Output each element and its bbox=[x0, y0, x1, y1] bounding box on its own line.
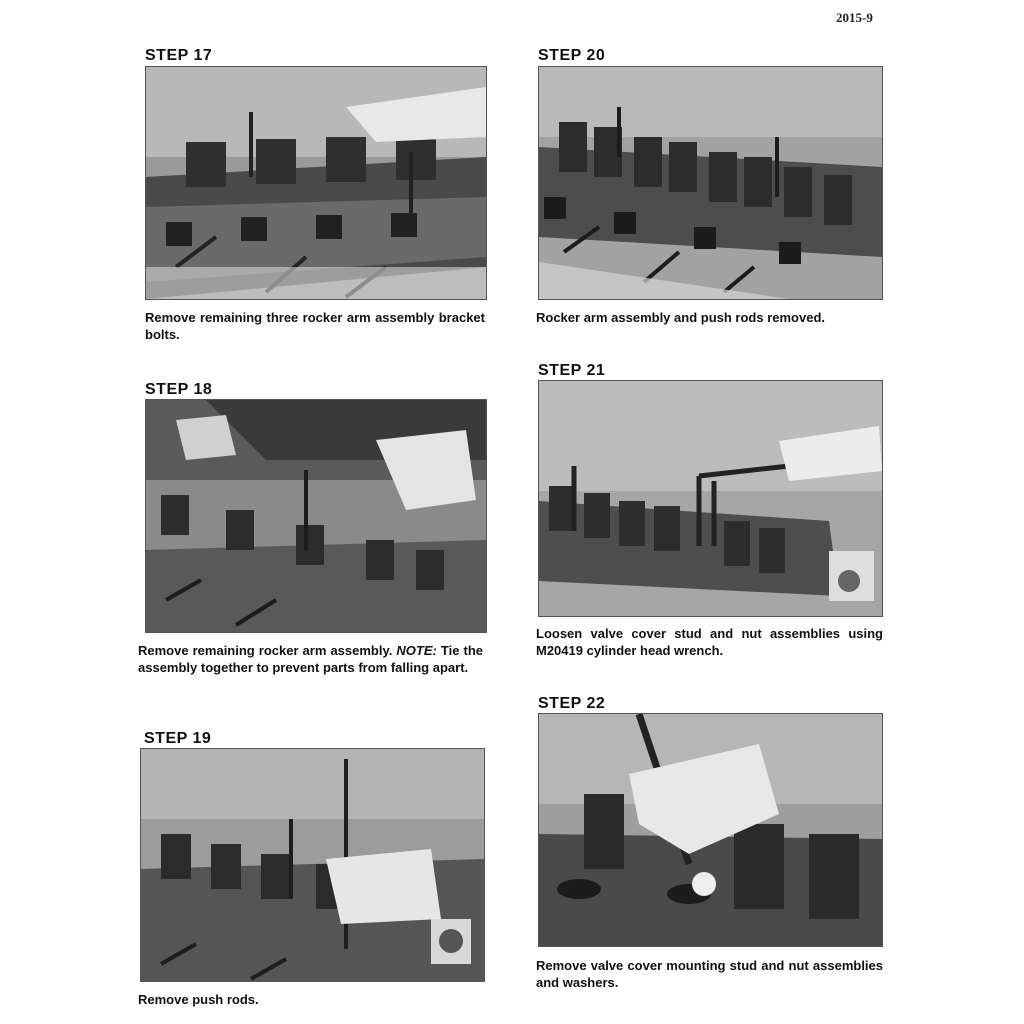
step-17-photo bbox=[145, 66, 487, 300]
step-18-heading: STEP 18 bbox=[145, 381, 213, 398]
page-number: 2015-9 bbox=[836, 10, 873, 25]
step-19-photo bbox=[140, 748, 485, 982]
step-22-heading: STEP 22 bbox=[538, 695, 606, 712]
step-20-photo bbox=[538, 66, 883, 300]
step-18-caption-note-text: Tie the assembly together to prevent parts from falling apart. bbox=[138, 643, 483, 675]
step-20-caption: Rocker arm assembly and push rods removed. bbox=[536, 310, 825, 325]
step-19-heading: STEP 19 bbox=[144, 730, 212, 747]
step-21-heading: STEP 21 bbox=[538, 362, 606, 379]
step-18-note-label: NOTE: bbox=[396, 643, 437, 658]
step-19-caption: Remove push rods. bbox=[138, 992, 259, 1007]
step-20-heading: STEP 20 bbox=[538, 47, 606, 64]
step-21-caption: Loosen valve cover stud and nut assemblies using M20419 cylinder head wrench. bbox=[536, 626, 883, 658]
step-17-heading: STEP 17 bbox=[145, 47, 213, 64]
step-18-photo bbox=[145, 399, 487, 633]
step-18-caption-text: Remove remaining rocker arm assembly. bbox=[138, 643, 393, 658]
step-17-caption: Remove remaining three rocker arm assembly bracket bolts. bbox=[145, 310, 485, 342]
step-18-caption bbox=[138, 642, 483, 676]
step-22-caption: Remove valve cover mounting stud and nut assemblies and washers. bbox=[536, 958, 883, 990]
step-21-photo bbox=[538, 380, 883, 617]
step-22-photo bbox=[538, 713, 883, 947]
